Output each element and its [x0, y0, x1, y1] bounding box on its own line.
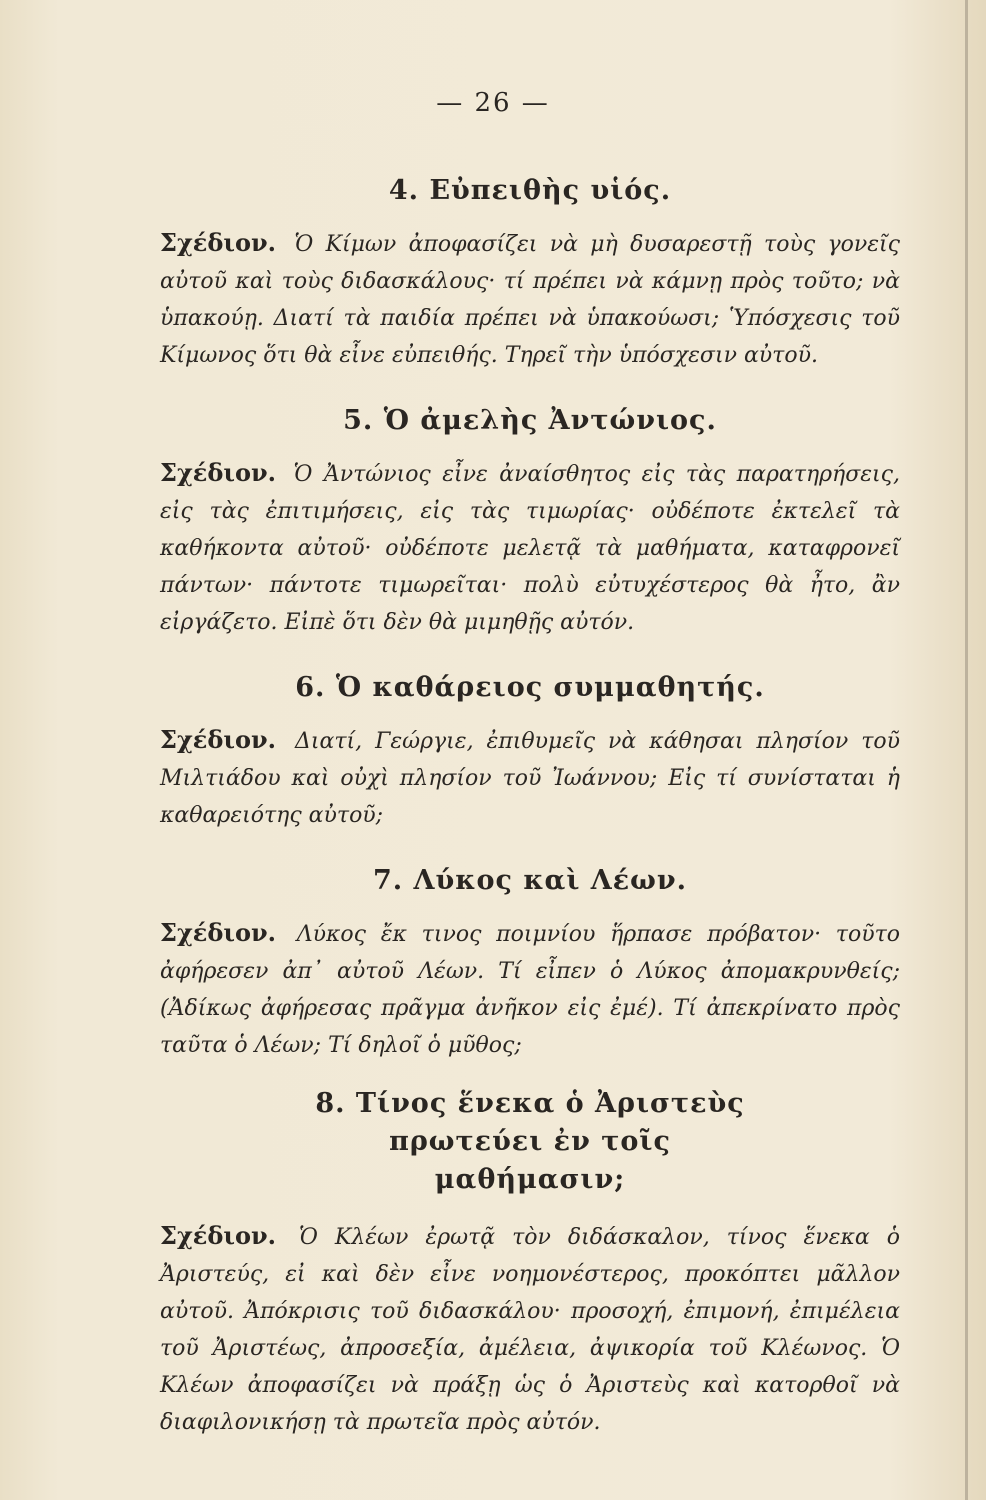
section-text: Ὁ Κίμων ἀποφασίζει νὰ μὴ δυσαρεστῇ τοὺς γονεῖς αὐτοῦ καὶ τοὺς διδασκάλους· τί πρέπει νὰ κάμνῃ πρὸς τοῦτο; νὰ ὑπακούῃ. Διατί τὰ παιδία πρέπει νὰ ὑπακούωσι; Ὑπόσχεσις τοῦ Κίμωνος ὅτι θὰ εἶνε εὐπειθής. Τηρεῖ τὴν ὑπόσχεσιν αὐτοῦ.	[160, 232, 901, 368]
section-label: Σχέδιον.	[160, 725, 276, 754]
section-title: 5. Ὁ ἀμελὴς Ἀντώνιος.	[343, 405, 717, 436]
section-label: Σχέδιον.	[160, 228, 276, 257]
page-edge-shadow	[965, 0, 968, 1500]
section-title: 6. Ὁ καθάρειος συμμαθητής.	[295, 672, 765, 703]
section-text: Ὁ Ἀντώνιος εἶνε ἀναίσθητος εἰς τὰς παρατηρήσεις, εἰς τὰς ἐπιτιμήσεις, εἰς τὰς τιμωρίας· οὐδέποτε ἐκτελεῖ τὰ καθήκοντα αὐτοῦ· οὐδέποτε μελετᾷ τὰ μαθήματα, καταφρονεῖ πάντων· πάντοτε τιμωρεῖται· πολὺ εὐτυχέστερος θὰ ἦτο, ἂν εἰργάζετο. Εἰπὲ ὅτι δὲν θὰ μιμηθῇς αὐτόν.	[160, 462, 900, 635]
section-6	[160, 672, 900, 834]
section-body	[160, 1217, 900, 1441]
section-text: Ὁ Κλέων ἐρωτᾷ τὸν διδάσκαλον, τίνος ἕνεκα ὁ Ἀριστεύς, εἰ καὶ δὲν εἶνε νοημονέστερος, προκόπτει μᾶλλον αὐτοῦ. Ἀπόκρισις τοῦ διδασκάλου· προσοχή, ἐπιμονή, ἐπιμέλεια τοῦ Ἀριστέως, ἀπροσεξία, ἀμέλεια, ἀψικορία τοῦ Κλέωνος. Ὁ Κλέων ἀποφασίζει νὰ πράξῃ ὡς ὁ Ἀριστεὺς καὶ κατορθοῖ νὰ διαφιλονικήσῃ τὰ πρωτεῖα πρὸς αὐτόν.	[160, 1225, 901, 1435]
section-body	[160, 721, 900, 834]
section-label: Σχέδιον.	[160, 918, 276, 947]
section-title: 8. Τίνος ἕνεκα ὁ Ἀριστεὺς πρωτεύει ἐν τοῖς μαθήμασιν;	[315, 1088, 745, 1195]
section-body	[160, 454, 900, 641]
section-label: Σχέδιον.	[160, 458, 276, 487]
section-label: Σχέδιον.	[160, 1221, 276, 1250]
section-body	[160, 224, 900, 374]
section-4	[160, 175, 900, 374]
section-5	[160, 405, 900, 641]
section-8	[160, 1085, 900, 1441]
section-title: 7. Λύκος καὶ Λέων.	[372, 865, 688, 896]
page-number: — 26 —	[436, 88, 550, 118]
section-title: 4. Εὐπειθὴς υἱός.	[388, 175, 672, 206]
section-text: Διατί, Γεώργιε, ἐπιθυμεῖς νὰ κάθησαι πλησίον τοῦ Μιλτιάδου καὶ οὐχὶ πλησίον τοῦ Ἰωάννου; Εἰς τί συνίσταται ἡ καθαρειότης αὐτοῦ;	[160, 729, 900, 828]
section-7	[160, 865, 900, 1064]
section-body	[160, 914, 900, 1064]
section-text: Λύκος ἔκ τινος ποιμνίου ἥρπασε πρόβατον· τοῦτο ἀφήρεσεν ἀπ᾽ αὐτοῦ Λέων. Τί εἶπεν ὁ Λύκος ἀπομακρυνθείς; (Ἀδίκως ἀφήρεσας πρᾶγμα ἀνῆκον εἰς ἐμέ). Τί ἀπεκρίνατο πρὸς ταῦτα ὁ Λέων; Τί δηλοῖ ὁ μῦθος;	[160, 922, 900, 1058]
